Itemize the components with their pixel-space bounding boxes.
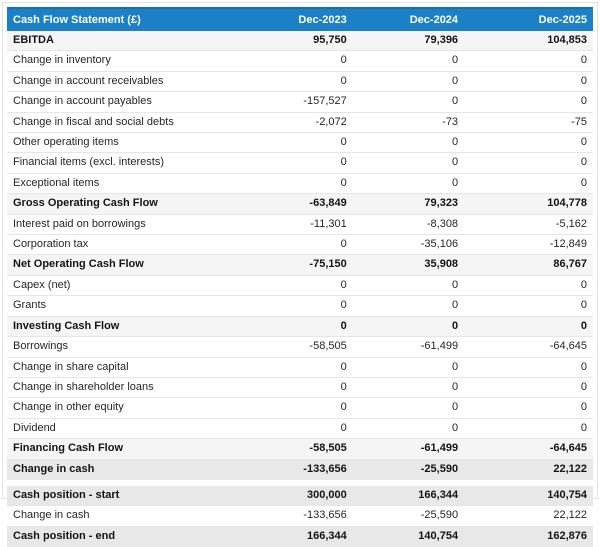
row-value: 0 [353, 92, 464, 112]
table-row [7, 275, 593, 295]
row-value: 79,396 [353, 31, 464, 51]
row-value: 162,876 [464, 526, 593, 546]
row-label: Borrowings [7, 337, 241, 357]
row-value: 0 [353, 173, 464, 193]
row-label: Financial items (excl. interests) [7, 153, 241, 173]
table-row [7, 357, 593, 377]
column-header-dec-2025: Dec-2025 [464, 8, 593, 31]
row-label: Change in shareholder loans [7, 377, 241, 397]
row-value: -5,162 [464, 214, 593, 234]
row-value: -61,499 [353, 337, 464, 357]
row-value: -2,072 [241, 112, 352, 132]
row-label: Grants [7, 296, 241, 316]
table-row [7, 92, 593, 112]
row-label: Change in fiscal and social debts [7, 112, 241, 132]
row-value: 104,778 [464, 194, 593, 214]
table-row [7, 377, 593, 397]
table-row [7, 506, 593, 526]
row-value: 0 [353, 377, 464, 397]
column-header-dec-2023: Dec-2023 [241, 8, 352, 31]
row-value: 22,122 [464, 506, 593, 526]
row-value: 0 [241, 316, 352, 336]
table-row [7, 214, 593, 234]
cash-flow-table [7, 7, 593, 480]
table-row [7, 418, 593, 438]
row-value: 0 [353, 398, 464, 418]
row-value: 166,344 [241, 526, 352, 546]
row-value: 300,000 [241, 486, 352, 506]
row-value: -133,656 [241, 506, 352, 526]
row-value: 0 [353, 316, 464, 336]
row-value: 0 [464, 173, 593, 193]
row-value: 0 [464, 316, 593, 336]
row-value: 0 [353, 418, 464, 438]
row-value: 0 [241, 398, 352, 418]
table-row [7, 112, 593, 132]
row-value: 0 [464, 92, 593, 112]
row-label: Investing Cash Flow [7, 316, 241, 336]
row-value: -25,590 [353, 506, 464, 526]
table-title: Cash Flow Statement (£) [7, 8, 241, 31]
row-value: 140,754 [353, 526, 464, 546]
row-value: 0 [464, 275, 593, 295]
row-label: Gross Operating Cash Flow [7, 194, 241, 214]
row-value: 0 [464, 153, 593, 173]
row-value: 0 [241, 357, 352, 377]
row-value: 140,754 [464, 486, 593, 506]
row-label: Other operating items [7, 133, 241, 153]
row-value: 0 [464, 71, 593, 91]
row-value: 166,344 [353, 486, 464, 506]
row-value: -58,505 [241, 337, 352, 357]
table-header-row [7, 8, 593, 31]
row-label: Change in account receivables [7, 71, 241, 91]
table-row [7, 194, 593, 214]
row-value: 0 [353, 133, 464, 153]
row-value: 0 [241, 235, 352, 255]
table-row [7, 133, 593, 153]
row-value: 0 [241, 51, 352, 71]
cash-position-table [7, 486, 593, 547]
row-label: Exceptional items [7, 173, 241, 193]
cash-flow-rows [7, 31, 593, 479]
column-header-dec-2024: Dec-2024 [353, 8, 464, 31]
table-row [7, 459, 593, 479]
row-value: 0 [464, 296, 593, 316]
row-value: -75 [464, 112, 593, 132]
row-label: Capex (net) [7, 275, 241, 295]
table-row [7, 235, 593, 255]
table-row [7, 173, 593, 193]
row-label: EBITDA [7, 31, 241, 51]
row-value: -63,849 [241, 194, 352, 214]
table-row [7, 255, 593, 275]
row-value: 0 [464, 398, 593, 418]
row-value: -58,505 [241, 439, 352, 459]
table-row [7, 398, 593, 418]
row-value: -64,645 [464, 337, 593, 357]
table-row [7, 51, 593, 71]
row-value: 0 [464, 51, 593, 71]
row-value: 0 [464, 377, 593, 397]
cash-flow-statement-panel [2, 2, 598, 499]
row-value: 0 [241, 275, 352, 295]
row-label: Change in share capital [7, 357, 241, 377]
row-value: 0 [353, 71, 464, 91]
row-value: -11,301 [241, 214, 352, 234]
row-value: 22,122 [464, 459, 593, 479]
row-label: Corporation tax [7, 235, 241, 255]
row-value: 0 [464, 418, 593, 438]
row-value: 0 [241, 418, 352, 438]
row-value: 104,853 [464, 31, 593, 51]
row-label: Change in account payables [7, 92, 241, 112]
row-value: 0 [353, 51, 464, 71]
row-label: Interest paid on borrowings [7, 214, 241, 234]
table-row [7, 153, 593, 173]
row-value: 0 [353, 296, 464, 316]
row-value: 0 [353, 275, 464, 295]
row-value: 0 [353, 357, 464, 377]
row-value: -133,656 [241, 459, 352, 479]
table-row [7, 526, 593, 546]
table-row [7, 71, 593, 91]
row-value: -73 [353, 112, 464, 132]
table-row [7, 31, 593, 51]
row-value: 86,767 [464, 255, 593, 275]
row-label: Change in other equity [7, 398, 241, 418]
row-value: -35,106 [353, 235, 464, 255]
row-value: 0 [353, 153, 464, 173]
row-label: Change in inventory [7, 51, 241, 71]
table-row [7, 486, 593, 506]
row-value: -75,150 [241, 255, 352, 275]
row-value: 35,908 [353, 255, 464, 275]
row-value: 0 [241, 71, 352, 91]
table-row [7, 316, 593, 336]
row-value: -25,590 [353, 459, 464, 479]
row-value: 0 [241, 296, 352, 316]
row-label: Cash position - start [7, 486, 241, 506]
row-value: -64,645 [464, 439, 593, 459]
row-value: 0 [464, 133, 593, 153]
row-value: -8,308 [353, 214, 464, 234]
row-value: 79,323 [353, 194, 464, 214]
row-value: 0 [241, 173, 352, 193]
row-value: 95,750 [241, 31, 352, 51]
table-row [7, 439, 593, 459]
row-value: -12,849 [464, 235, 593, 255]
row-value: 0 [464, 357, 593, 377]
row-label: Change in cash [7, 506, 241, 526]
row-label: Dividend [7, 418, 241, 438]
row-value: 0 [241, 153, 352, 173]
row-label: Cash position - end [7, 526, 241, 546]
row-value: -61,499 [353, 439, 464, 459]
cash-position-rows [7, 486, 593, 547]
row-value: -157,527 [241, 92, 352, 112]
table-row [7, 296, 593, 316]
table-row [7, 337, 593, 357]
row-label: Change in cash [7, 459, 241, 479]
row-label: Net Operating Cash Flow [7, 255, 241, 275]
row-label: Financing Cash Flow [7, 439, 241, 459]
row-value: 0 [241, 133, 352, 153]
row-value: 0 [241, 377, 352, 397]
